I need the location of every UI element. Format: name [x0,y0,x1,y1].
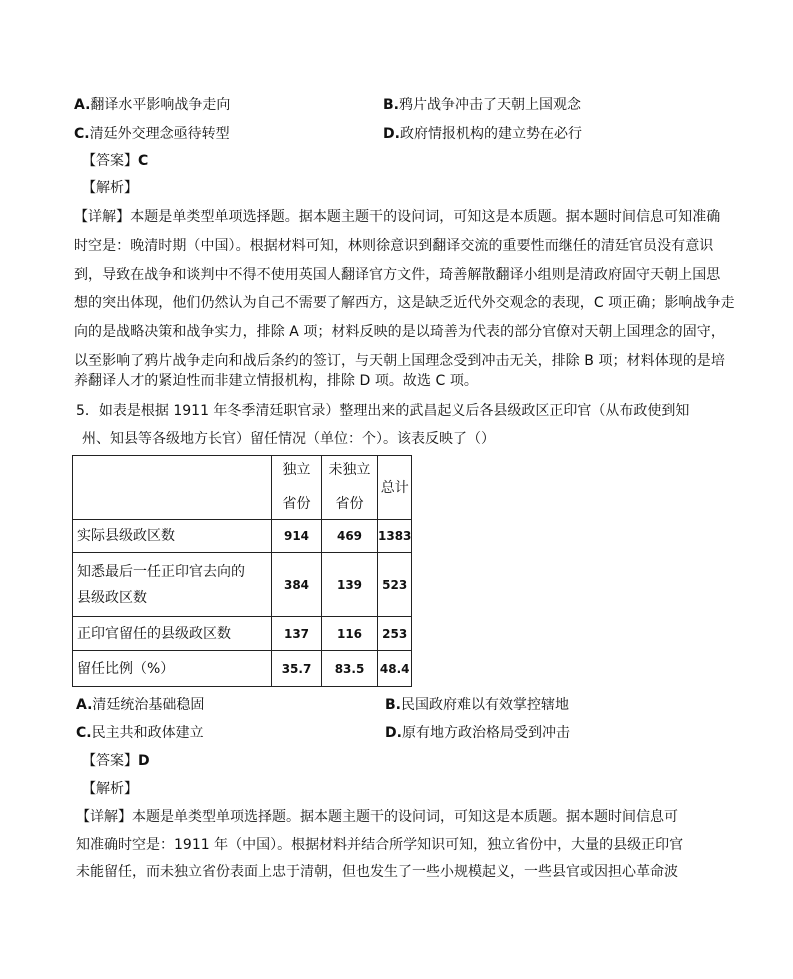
q4-explanation-line: 时空是：晚清时期（中国）。根据材料可知，林则徐意识到翻译交流的重要性而继任的清廷官员没有意识 [74,238,714,254]
q4-explanation-line: 到，导致在战争和谈判中不得不使用英国人翻译官方文件，琦善解散翻译小组则是清政府固守天朝上国思 [74,267,721,283]
table-cell: 137 [272,617,322,651]
table-cell: 83.5 [322,651,378,687]
table-row [73,617,412,651]
table-cell: 116 [322,617,378,651]
q4-explanation-line: 想的突出体现，他们仍然认为自己不需要了解西方，这是缺乏近代外交观念的表现，C 项正确；影响战争走 [74,295,735,311]
table-row [73,553,412,617]
q4-answer: 【答案】C [82,153,149,169]
q4-explanation-line: 向的是战略决策和战争实力，排除 A 项；材料反映的是以琦善为代表的部分官僚对天朝上国理念的固守， [74,324,725,340]
table-cell: 1383 [378,520,412,553]
table-cell: 139 [322,553,378,617]
q5-option-a: A.清廷统治基础稳固 [76,697,205,713]
table-row-label: 正印官留任的县级政区数 [73,617,272,651]
table-cell: 523 [378,553,412,617]
q4-explanation-line: 养翻译人才的紧迫性而非建立情报机构，排除 D 项。故选 C 项。 [74,373,478,389]
table-row [73,651,412,687]
q5-option-c: C.民主共和政体建立 [76,725,204,741]
table-row-label: 实际县级政区数 [73,520,272,553]
table-row [73,520,412,553]
q5-stem-line: 5．如表是根据 1911 年冬季清廷职官录）整理出来的武昌起义后各县级政区正印官（从布政使到知 [76,403,690,419]
table-cell: 35.7 [272,651,322,687]
table-header-row [73,456,412,520]
q5-explanation-line: 【详解】本题是单类型单项选择题。据本题主题干的设问词，可知这是本质题。据本题时间信息可 [76,809,678,825]
q5-explanation-line: 知准确时空是：1911 年（中国）。根据材料并结合所学知识可知，独立省份中，大量的县级正印官 [76,837,684,853]
table-header-independent: 独立 省份 [272,456,322,520]
q5-option-d: D.原有地方政治格局受到冲击 [385,725,570,741]
table-header-not-independent: 未独立 省份 [322,456,378,520]
q4-option-d: D.政府情报机构的建立势在必行 [383,126,582,142]
q4-explanation-line: 【详解】本题是单类型单项选择题。据本题主题干的设问词，可知这是本质题。据本题时间信息可知准确 [74,209,721,225]
q5-option-b: B.民国政府难以有效掌控辖地 [385,697,569,713]
table-cell: 469 [322,520,378,553]
q5-stem-line: 州、知县等各级地方长官）留任情况（单位：个）。该表反映了（） [82,431,495,447]
table-cell: 253 [378,617,412,651]
q4-option-a: A.翻译水平影响战争走向 [74,97,231,113]
table-cell: 48.4 [378,651,412,687]
q5-analysis-label: 【解析】 [82,781,138,797]
q5-answer: 【答案】D [82,753,150,769]
q4-option-c: C.清廷外交理念亟待转型 [74,126,230,142]
table-header-empty [73,456,272,520]
q4-option-b: B.鸦片战争冲击了天朝上国观念 [383,97,581,113]
table-cell: 384 [272,553,322,617]
q5-data-table [72,455,412,687]
q4-explanation-line: 以至影响了鸦片战争走向和战后条约的签订，与天朝上国理念受到冲击无关，排除 B 项；材料体现的是培 [74,353,725,369]
q5-explanation-line: 未能留任，而未独立省份表面上忠于清朝，但也发生了一些小规模起义，一些县官或因担心革命波 [76,864,678,880]
table-cell: 914 [272,520,322,553]
table-row-label: 留任比例（%） [73,651,272,687]
q4-analysis-label: 【解析】 [82,180,138,196]
table-row-label: 知悉最后一任正印官去向的 县级政区数 [73,553,272,617]
table-header-total: 总计 [378,456,412,520]
